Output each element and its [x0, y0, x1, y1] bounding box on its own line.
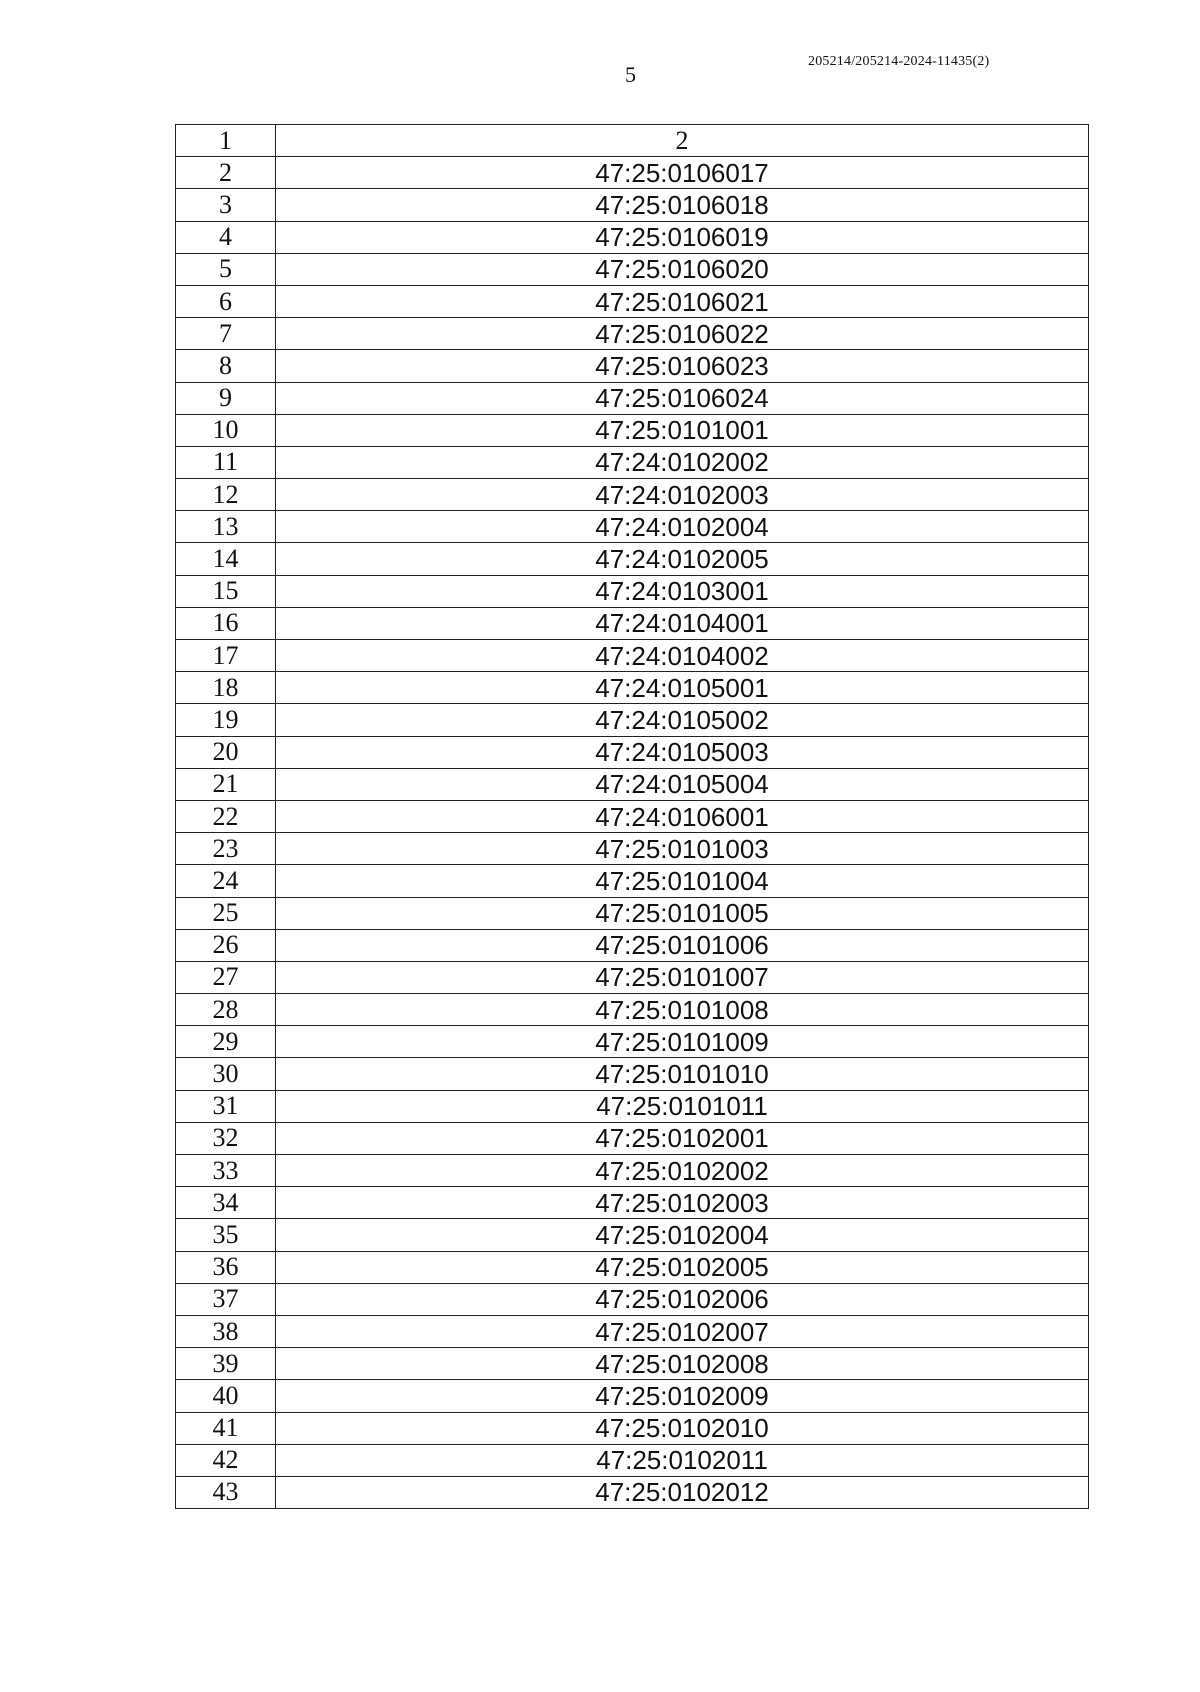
table-row [176, 414, 1089, 446]
table-row [176, 865, 1089, 897]
row-number-cell: 2 [176, 157, 276, 189]
cadastral-code-cell: 47:25:0102003 [276, 1187, 1089, 1219]
cadastral-code-cell: 47:24:0102005 [276, 543, 1089, 575]
row-number-cell: 31 [176, 1090, 276, 1122]
cadastral-code-cell: 47:25:0102009 [276, 1380, 1089, 1412]
table-row [176, 285, 1089, 317]
cadastral-code-cell: 47:24:0102002 [276, 446, 1089, 478]
table-row [176, 704, 1089, 736]
table-row [176, 929, 1089, 961]
cadastral-code-cell: 47:24:0105001 [276, 672, 1089, 704]
row-number-cell: 29 [176, 1026, 276, 1058]
table-row [176, 897, 1089, 929]
cadastral-code-cell: 47:25:0102001 [276, 1122, 1089, 1154]
table-row [176, 1122, 1089, 1154]
cadastral-code-cell: 47:25:0106019 [276, 221, 1089, 253]
table-row [176, 1348, 1089, 1380]
table-row [176, 1155, 1089, 1187]
row-number-cell: 24 [176, 865, 276, 897]
table-row [176, 511, 1089, 543]
row-number-cell: 25 [176, 897, 276, 929]
row-number-cell: 13 [176, 511, 276, 543]
table-row [176, 575, 1089, 607]
row-number-cell: 4 [176, 221, 276, 253]
table-row [176, 350, 1089, 382]
row-number-cell: 7 [176, 318, 276, 350]
table-row [176, 446, 1089, 478]
cadastral-code-cell: 47:25:0101005 [276, 897, 1089, 929]
table-row [176, 994, 1089, 1026]
table-row [176, 1090, 1089, 1122]
cadastral-code-cell: 47:25:0101011 [276, 1090, 1089, 1122]
row-number-cell: 33 [176, 1155, 276, 1187]
row-number-cell: 38 [176, 1315, 276, 1347]
cadastral-code-cell: 47:24:0105003 [276, 736, 1089, 768]
table-row [176, 382, 1089, 414]
cadastral-code-cell: 47:25:0102012 [276, 1476, 1089, 1508]
cadastral-code-cell: 47:25:0102006 [276, 1283, 1089, 1315]
row-number-cell: 22 [176, 800, 276, 832]
cadastral-code-cell: 47:25:0101003 [276, 833, 1089, 865]
table-row [176, 479, 1089, 511]
table-row [176, 1283, 1089, 1315]
row-number-cell: 32 [176, 1122, 276, 1154]
cadastral-code-cell: 47:24:0102003 [276, 479, 1089, 511]
cadastral-code-cell: 47:25:0102004 [276, 1219, 1089, 1251]
row-number-cell: 37 [176, 1283, 276, 1315]
table-row [176, 1380, 1089, 1412]
table-row [176, 1412, 1089, 1444]
table-row [176, 1058, 1089, 1090]
table-row [176, 1187, 1089, 1219]
cadastral-code-cell: 47:24:0103001 [276, 575, 1089, 607]
cadastral-code-cell: 47:25:0101008 [276, 994, 1089, 1026]
row-number-cell: 43 [176, 1476, 276, 1508]
page-number: 5 [625, 62, 636, 87]
cadastral-code-cell: 47:24:0104001 [276, 607, 1089, 639]
row-number-cell: 3 [176, 189, 276, 221]
row-number-cell: 40 [176, 1380, 276, 1412]
cadastral-code-cell: 47:25:0102007 [276, 1315, 1089, 1347]
row-number-cell: 27 [176, 961, 276, 993]
cadastral-code-cell: 47:25:0102005 [276, 1251, 1089, 1283]
table-row [176, 157, 1089, 189]
row-number-cell: 34 [176, 1187, 276, 1219]
row-number-cell: 6 [176, 285, 276, 317]
table-row [176, 318, 1089, 350]
table-row [176, 253, 1089, 285]
table-row [176, 1315, 1089, 1347]
table-row [176, 833, 1089, 865]
row-number-cell: 20 [176, 736, 276, 768]
cadastral-code-cell: 47:25:0106023 [276, 350, 1089, 382]
row-number-cell: 28 [176, 994, 276, 1026]
cadastral-code-cell: 47:25:0102011 [276, 1444, 1089, 1476]
row-number-cell: 5 [176, 253, 276, 285]
row-number-cell: 15 [176, 575, 276, 607]
row-number-cell: 17 [176, 640, 276, 672]
table-row [176, 1476, 1089, 1508]
column-header-2: 2 [276, 125, 1089, 157]
table-header-row [176, 125, 1089, 157]
table-row [176, 800, 1089, 832]
table-row [176, 768, 1089, 800]
row-number-cell: 23 [176, 833, 276, 865]
cadastral-code-cell: 47:25:0106024 [276, 382, 1089, 414]
row-number-cell: 21 [176, 768, 276, 800]
table-row [176, 736, 1089, 768]
table-row [176, 672, 1089, 704]
cadastral-code-cell: 47:25:0102002 [276, 1155, 1089, 1187]
cadastral-code-cell: 47:25:0101001 [276, 414, 1089, 446]
cadastral-code-cell: 47:24:0105002 [276, 704, 1089, 736]
row-number-cell: 9 [176, 382, 276, 414]
cadastral-code-cell: 47:25:0102010 [276, 1412, 1089, 1444]
cadastral-code-cell: 47:24:0104002 [276, 640, 1089, 672]
table-row [176, 221, 1089, 253]
table-row [176, 543, 1089, 575]
row-number-cell: 12 [176, 479, 276, 511]
cadastral-code-cell: 47:25:0106021 [276, 285, 1089, 317]
cadastral-code-cell: 47:25:0106020 [276, 253, 1089, 285]
cadastral-code-cell: 47:24:0106001 [276, 800, 1089, 832]
cadastral-code-cell: 47:25:0101009 [276, 1026, 1089, 1058]
row-number-cell: 8 [176, 350, 276, 382]
document-code: 205214/205214-2024-11435(2) [808, 54, 990, 69]
table-row [176, 1251, 1089, 1283]
column-header-1: 1 [176, 125, 276, 157]
row-number-cell: 41 [176, 1412, 276, 1444]
row-number-cell: 26 [176, 929, 276, 961]
cadastral-code-cell: 47:25:0101004 [276, 865, 1089, 897]
table-row [176, 189, 1089, 221]
data-table [175, 124, 1089, 1509]
cadastral-code-cell: 47:25:0101010 [276, 1058, 1089, 1090]
cadastral-code-cell: 47:25:0102008 [276, 1348, 1089, 1380]
row-number-cell: 19 [176, 704, 276, 736]
row-number-cell: 11 [176, 446, 276, 478]
cadastral-code-cell: 47:25:0106018 [276, 189, 1089, 221]
cadastral-code-cell: 47:25:0106022 [276, 318, 1089, 350]
row-number-cell: 36 [176, 1251, 276, 1283]
table-row [176, 1444, 1089, 1476]
row-number-cell: 10 [176, 414, 276, 446]
table-row [176, 1219, 1089, 1251]
table-row [176, 961, 1089, 993]
cadastral-code-cell: 47:24:0102004 [276, 511, 1089, 543]
row-number-cell: 16 [176, 607, 276, 639]
table-row [176, 607, 1089, 639]
row-number-cell: 18 [176, 672, 276, 704]
cadastral-code-cell: 47:24:0105004 [276, 768, 1089, 800]
table-row [176, 640, 1089, 672]
cadastral-code-cell: 47:25:0101006 [276, 929, 1089, 961]
row-number-cell: 39 [176, 1348, 276, 1380]
cadastral-code-cell: 47:25:0101007 [276, 961, 1089, 993]
row-number-cell: 35 [176, 1219, 276, 1251]
cadastral-code-cell: 47:25:0106017 [276, 157, 1089, 189]
table-body [176, 125, 1089, 1509]
row-number-cell: 42 [176, 1444, 276, 1476]
table-row [176, 1026, 1089, 1058]
row-number-cell: 30 [176, 1058, 276, 1090]
row-number-cell: 14 [176, 543, 276, 575]
